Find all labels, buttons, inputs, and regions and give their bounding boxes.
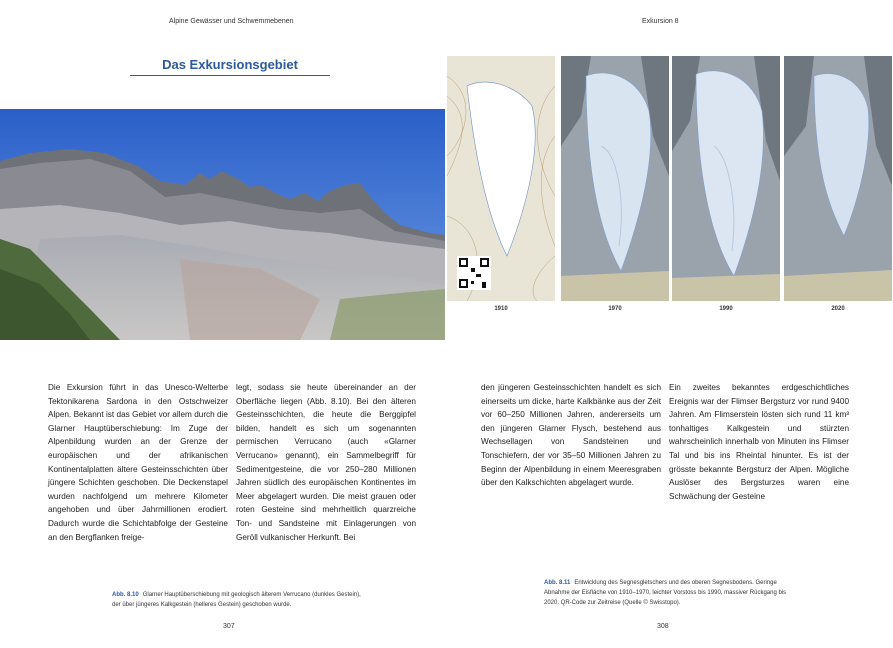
body-column-4 — [669, 381, 849, 503]
paragraph: legt, sodass sie heute übereinander an der Oberfläche liegen (Abb. 8.10). Bei den älteren Gesteinsschichten, die heute die Berggipfel bilden, handelt es sich um sogenannten permischen Verrucano (auch «Glarner Verrucano» genannt), ein Sammelbegriff für Sedimentgesteine, die vor 250–280 Millionen Jahren südlich des europäischen Kontinentes im Meer abgelagert wurden. Die meist grauen oder roten Gesteine sind mehrheitlich quarzreiche Ton- und Sandsteine mit Einlagerungen von Geröll vulkanischer Herkunft. Bei — [236, 383, 416, 542]
body-column-1 — [48, 381, 228, 544]
map-year-label: 1990 — [719, 306, 733, 312]
map-1990 — [672, 56, 780, 301]
caption-left — [112, 590, 362, 610]
running-header-right: Exkursion 8 — [642, 18, 679, 25]
caption-right — [544, 578, 794, 608]
paragraph: Ein zweites bekanntes erdgeschichtliches Ereignis war der Flimser Bergsturz vor rund 9400 Jahren. Am Flimserstein lösten sich rund 11 km³ tonhaltiges Kalkgestein und stürzten wahrscheinlich innerhalb von Minuten ins Flimser Tal und bis ins Rheintal hinunter. Es ist der grösste bekannte Bergsturz der Alpen. Mögliche Auslöser des Bergsturzes waren eine Schwächung der Gesteine — [669, 383, 849, 501]
map-year-label: 1910 — [494, 306, 508, 312]
map-year-label: 2020 — [831, 306, 845, 312]
map-2020 — [784, 56, 892, 301]
paragraph: den jüngeren Gesteinsschichten handelt es sich einerseits um dicke, harte Kalkbänke aus der Zeit vor 60–250 Millionen Jahren, andererseits um den jüngeren Glarner Flysch, bestehend aus Wechsellagen von Sandsteinen und Tonschiefern, der vor 35–50 Millionen Jahren zu Beginn der Alpenbildung in einem Meeresgraben über den Kalkschichten abgelagert wurde. — [481, 383, 661, 488]
map-year-label: 1970 — [608, 306, 622, 312]
section-title: Das Exkursionsgebiet — [162, 57, 298, 72]
paragraph: Die Exkursion führt in das Unesco-Welterbe Tektonikarena Sardona in den Ostschweizer Alpen. Bekannt ist das Gebiet vor allem durch die Glarner Hauptüberschiebung: Im Zuge der Alpenbildung wurden an der Grenze der europäischen und der afrikanischen Kontinentalplatten ältere Gesteinsschichten über jüngere Schichten geschoben. Die Deckenstapel wurden nachfolgend um mehrere Kilometer angehoben und über Jahrmillionen erodiert. Dadurch wurde die Schichtabfolge der Gesteine an den Bergflanken freige- — [48, 383, 228, 542]
page-number-right: 308 — [657, 623, 669, 630]
map-1910 — [447, 56, 555, 301]
body-column-2 — [236, 381, 416, 544]
caption-label: Abb. 8.11 — [544, 580, 571, 586]
caption-label: Abb. 8.10 — [112, 592, 139, 598]
body-column-3 — [481, 381, 661, 490]
caption-text: Entwicklung des Segnesgletschers und des oberen Segnesbodens. Geringe Abnahme der Eisfläche von 1910–1970, leichter Vorstoss bis 1990, massiver Rückgang bis 2020. QR-Code zur Zeitreise (Quelle © Swisstopo). — [544, 580, 787, 606]
caption-text: Glarner Hauptüberschiebung mit geologisch älterem Verrucano (dunkles Gestein), der über jüngeres Kalkgestein (helleres Gestein) geschoben wurde. — [112, 592, 361, 608]
title-underline — [130, 75, 330, 76]
map-1970 — [561, 56, 669, 301]
running-header-left: Alpine Gewässer und Schwemmebenen — [169, 18, 294, 25]
glacier-map-series — [447, 56, 893, 301]
mountain-photo — [0, 109, 445, 340]
page-number-left: 307 — [223, 623, 235, 630]
